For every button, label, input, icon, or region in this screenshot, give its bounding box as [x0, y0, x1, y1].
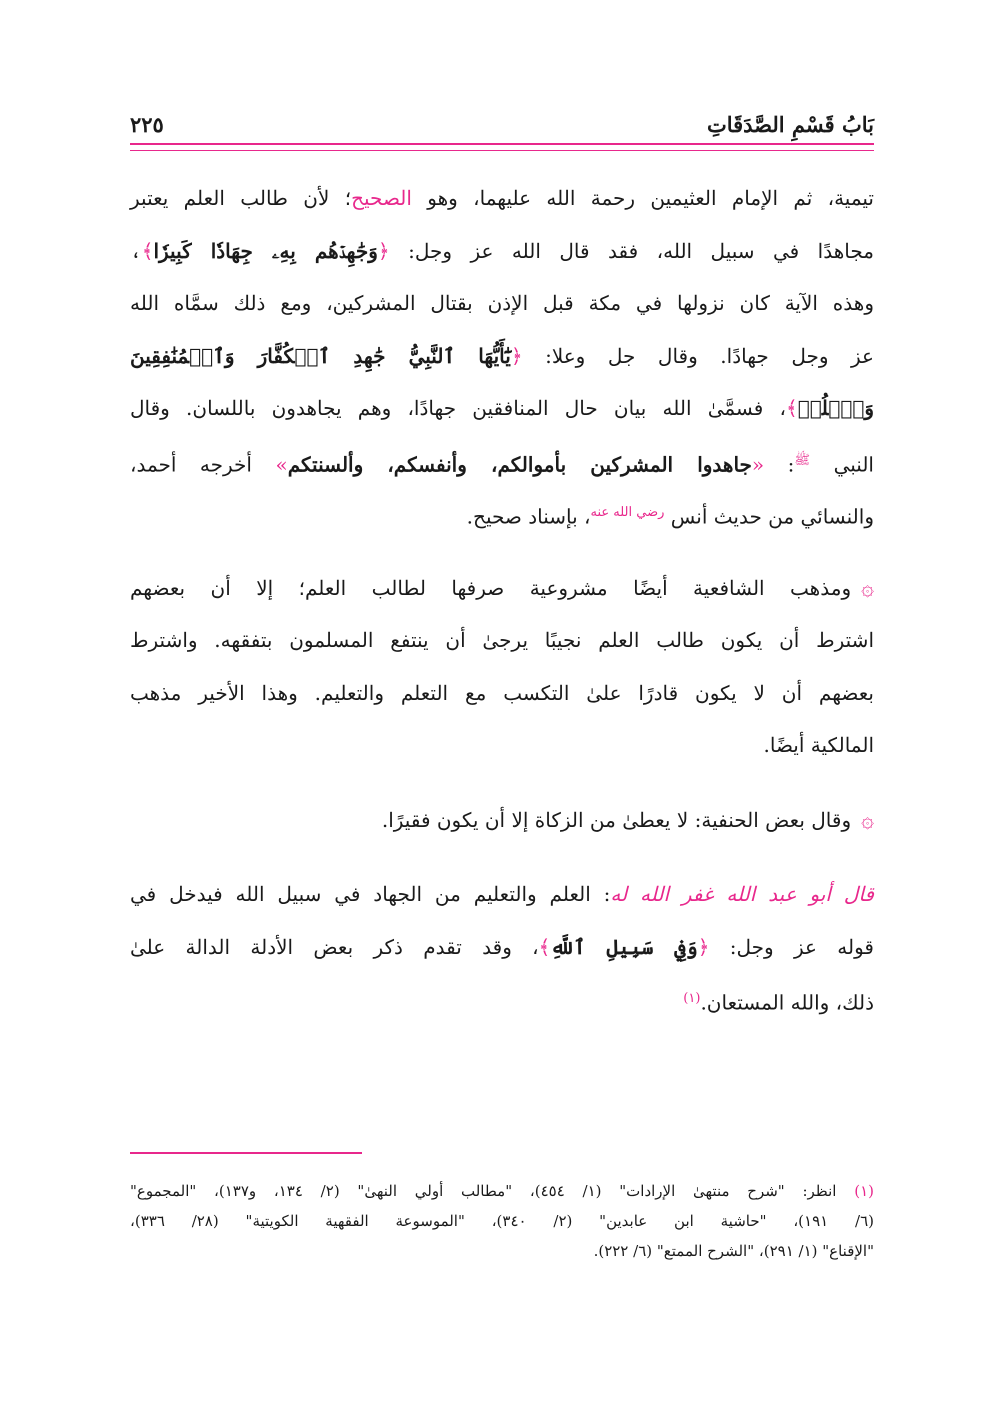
hadith-text: جاهدوا المشركين بأموالكم، وأنفسكم، وألسنتكم	[287, 452, 752, 477]
footnotes	[130, 1178, 874, 1268]
quran-verse: وَجَٰهِدۡهُم بِهِۦ جِهَادٗا كَبِيرٗا	[153, 238, 378, 263]
quran-bracket-close: ﴾	[538, 934, 551, 959]
page-number: ٢٢٥	[130, 112, 164, 137]
text-line: تيمية، ثم الإمام العثيمين رحمة الله عليهما، وهو الصحيح؛ لأن طالب العلم يعتبر	[130, 186, 874, 210]
text-line: النبي $^ﷺ$: «جاهدوا المشركين بأموالكم، وأنفسكم، وألسنتكم» أخرجه أحمد،	[130, 452, 874, 477]
text-line: قوله عز وجل: ﴿وَفِي سَبِيلِ ٱللَّهِ﴾، وقد تقدم ذكر بعض الأدلة الدالة علىٰ	[130, 934, 874, 959]
footnote-reference[interactable]: (١)	[683, 991, 701, 1006]
text-line: مجاهدًا في سبيل الله، فقد قال الله عز وجل: ﴿وَجَٰهِدۡهُم بِهِۦ جِهَادٗا كَبِيرٗا﴾،	[130, 238, 874, 263]
header-rule-thin	[130, 150, 874, 151]
footnote-line: (١) انظر: "شرح منتهىٰ الإرادات" (١/ ٤٥٤)، "مطالب أولي النهىٰ" (٢/ ١٣٤، و١٣٧)، "المجموع"	[130, 1182, 874, 1200]
text-line: بعضهم أن لا يكون قادرًا علىٰ التكسب مع التعلم والتعليم. وهذا الأخير مذهب	[130, 680, 874, 705]
header-rule	[130, 143, 874, 145]
author-signature: قال أبو عبد الله غفر الله له	[610, 882, 874, 906]
hadith-quote-open: «	[751, 452, 765, 477]
ruling-label: الصحيح	[351, 186, 412, 210]
text-line: وهذه الآية كان نزولها في مكة قبل الإذن بقتال المشركين، ومع ذلك سمَّاه الله	[130, 291, 874, 315]
text-line: وَٱغۡلُظۡ﴾، فسمَّىٰ الله بيان حال المنافقين جهادًا، وهم يجاهدون باللسان. وقال	[130, 396, 875, 420]
paragraph-ornament-icon: ۞	[861, 575, 874, 601]
book-page	[130, 0, 874, 1418]
chapter-title: بَابُ قَسْمِ الصَّدَقَاتِ	[706, 112, 874, 137]
quran-bracket-open: ﴿	[377, 238, 390, 263]
quran-verse: يَٰٓأَيُّهَا ٱلنَّبِيُّ جَٰهِدِ ٱلۡكُفَّارَ وَٱلۡمُنَٰفِقِينَ	[130, 343, 511, 368]
quran-bracket-open: ﴿	[510, 343, 523, 368]
main-text	[130, 178, 874, 1032]
footnote-number: (١)	[854, 1182, 874, 1200]
text-line: ۞وقال بعض الحنفية: لا يعطىٰ من الزكاة إلا أن يكون فقيرًا.	[130, 800, 874, 853]
paragraph-ornament-icon: ۞	[861, 807, 874, 833]
honorific-mark: رضي الله عنه	[590, 505, 665, 520]
text-line: قال أبو عبد الله غفر الله له: العلم والتعليم من الجهاد في سبيل الله فيدخل في	[130, 882, 874, 906]
text-line: ۞ومذهب الشافعية أيضًا مشروعية صرفها لطالب العلم؛ إلا أن بعضهم	[130, 568, 874, 621]
text-line: والنسائي من حديث أنس $^{رضي الله عنه}$، بإسناد صحيح.	[466, 504, 874, 529]
quran-bracket-open: ﴿	[697, 934, 710, 959]
quran-verse: وَٱغۡلُظۡ	[797, 396, 875, 420]
text-line: المالكية أيضًا.	[763, 733, 874, 757]
text-line: اشترط أن يكون طالب العلم نجيبًا يرجىٰ أن ينتفع المسلمون بتفقهه. واشترط	[130, 628, 874, 652]
salutation-mark: ﷺ	[794, 452, 811, 468]
quran-bracket-close: ﴾	[141, 238, 154, 263]
quran-verse: وَفِي سَبِيلِ ٱللَّهِ	[550, 934, 698, 959]
text-line: عز وجل جهادًا. وقال جل وعلا: ﴿يَٰٓأَيُّهَا ٱلنَّبِيُّ جَٰهِدِ ٱلۡكُفَّارَ وَٱلۡمُنَٰفِقِينَ	[130, 343, 874, 368]
text-line: ذلك، والله المستعان.$^{(١)}$	[683, 990, 874, 1015]
footnote-divider	[130, 1152, 362, 1154]
hadith-quote-close: »	[275, 452, 288, 477]
footnote-line: (٦/ ١٩١)، "حاشية ابن عابدين" (٢/ ٣٤٠)، "الموسوعة الفقهية الكويتية" (٢٨/ ٣٣٦)،	[130, 1212, 874, 1230]
footnote-line: "الإقناع" (١/ ٢٩١)، "الشرح الممتع" (٦/ ٢٢٢).	[593, 1242, 874, 1260]
quran-bracket-close: ﴾	[786, 396, 798, 420]
